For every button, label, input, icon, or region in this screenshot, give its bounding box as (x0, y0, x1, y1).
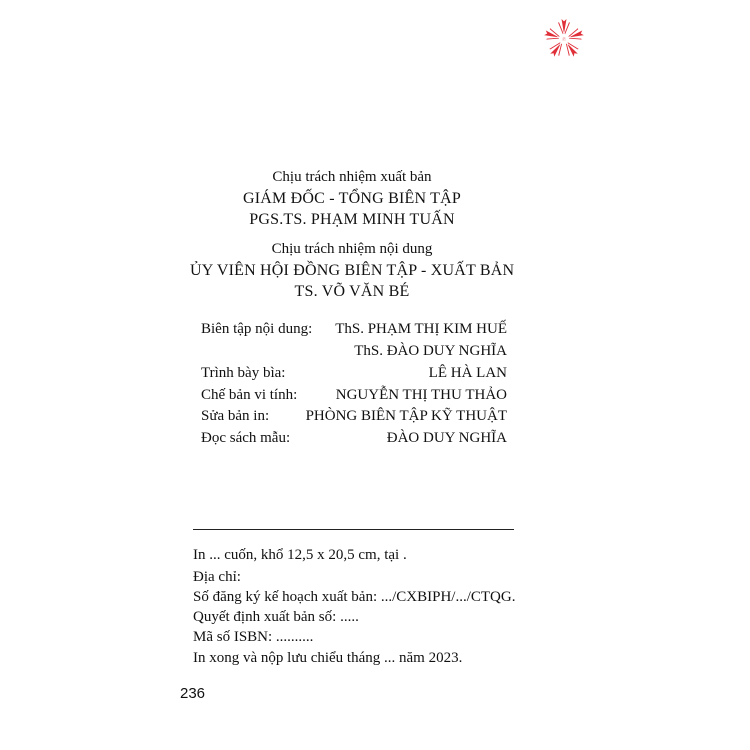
credit-value: PHÒNG BIÊN TẬP KỸ THUẬT (305, 408, 507, 424)
publisher-star-logo-icon (541, 16, 587, 62)
credit-value: ThS. ĐÀO DUY NGHĨA (354, 343, 507, 359)
publisher-responsibility-label: Chịu trách nhiệm xuất bản (272, 169, 432, 185)
credit-value: ĐÀO DUY NGHĨA (386, 430, 507, 446)
credit-label: Đọc sách mẫu: (201, 430, 291, 446)
publisher-name: PGS.TS. PHẠM MINH TUẤN (249, 211, 455, 228)
imprint-line: Số đăng ký kế hoạch xuất bản: .../CXBIPH/.../CTQG. (193, 589, 516, 605)
credit-label: Biên tập nội dung: (201, 321, 313, 337)
content-name: TS. VÕ VĂN BÉ (294, 283, 410, 300)
page-number: 236 (180, 685, 206, 702)
credit-label: Chế bản vi tính: (201, 387, 298, 403)
imprint-line: In xong và nộp lưu chiểu tháng ... năm 2023. (193, 650, 463, 666)
imprint-line: In ... cuốn, khổ 12,5 x 20,5 cm, tại . (193, 547, 407, 563)
content-responsibility-label: Chịu trách nhiệm nội dung (271, 241, 433, 257)
content-title: ỦY VIÊN HỘI ĐỒNG BIÊN TẬP - XUẤT BẢN (190, 262, 515, 279)
credit-value: LÊ HÀ LAN (428, 365, 507, 381)
credit-value: ThS. PHẠM THỊ KIM HUẾ (335, 321, 507, 337)
imprint-line: Mã số ISBN: .......... (193, 629, 314, 645)
credit-label: Trình bày bìa: (201, 365, 286, 381)
imprint-line: Quyết định xuất bản số: ..... (193, 609, 359, 625)
imprint-line: Địa chỉ: (193, 569, 241, 585)
credit-label: Sửa bản in: (201, 408, 270, 424)
publisher-title: GIÁM ĐỐC - TỔNG BIÊN TẬP (243, 190, 461, 207)
credit-value: NGUYỄN THỊ THU THẢO (335, 387, 507, 403)
divider (193, 529, 514, 530)
svg-text:Ⓟ: Ⓟ (562, 36, 566, 42)
